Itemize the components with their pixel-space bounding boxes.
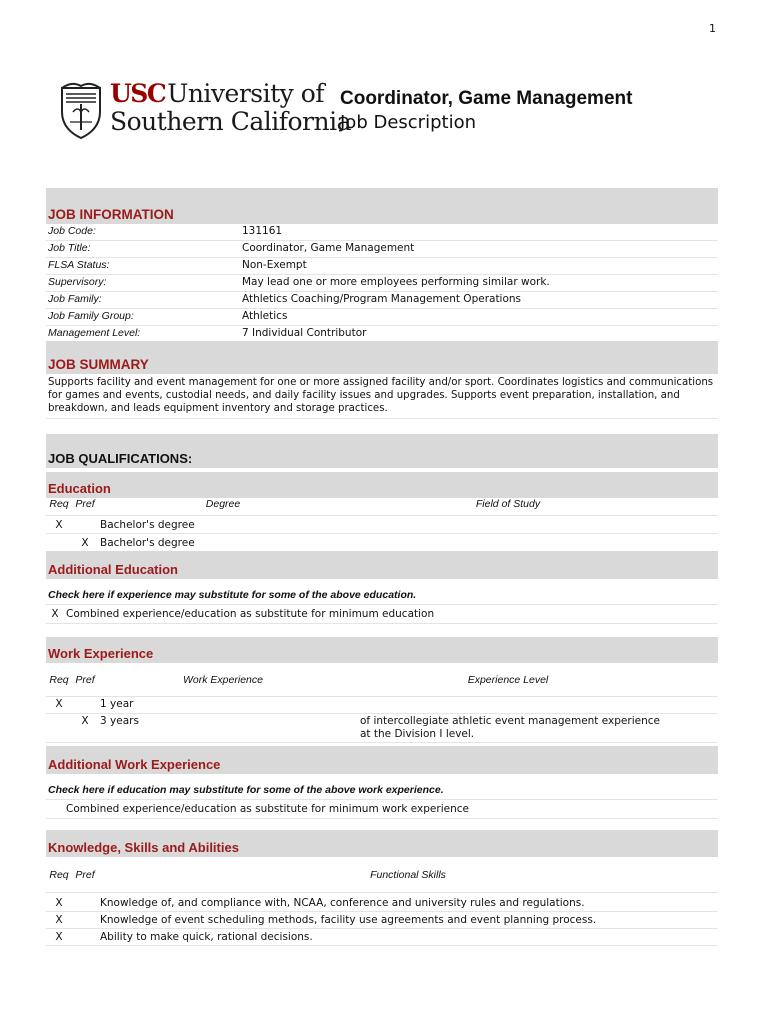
- education-field: [352, 541, 676, 545]
- education-row: [46, 516, 718, 534]
- job-info-label: FLSA Status:: [48, 259, 110, 271]
- education-column-headers: [46, 498, 718, 516]
- job-info-value: Coordinator, Game Management: [242, 242, 415, 254]
- col-req: Req: [49, 673, 69, 686]
- job-info-value: Athletics Coaching/Program Management Operations: [242, 293, 522, 305]
- additional-education-section: [46, 551, 718, 624]
- job-info-label: Job Family Group:: [48, 310, 134, 322]
- additional-education-heading: Additional Education: [46, 551, 718, 579]
- job-info-value: May lead one or more employees performing similar work.: [242, 276, 550, 288]
- ksa-row: [46, 912, 718, 929]
- job-summary-text: Supports facility and event management for one or more assigned facility and/or sport. Coordinates logistics and communications for games and events, custodial needs, and daily facility issues and upgrades. Supports event preparation, installation, and breakdown, and leads equipment inventory and storage practices.: [46, 374, 718, 419]
- job-information-section: [46, 188, 718, 343]
- education-req-mark: X: [55, 518, 63, 531]
- job-info-row: [46, 275, 718, 292]
- job-info-label: Management Level:: [48, 327, 141, 339]
- ksa-skill-text: Ability to make quick, rational decisions.: [100, 931, 313, 943]
- additional-work-experience-section: [46, 746, 718, 819]
- work-pref-mark: [72, 697, 98, 698]
- document-title: Coordinator, Game Management: [340, 88, 633, 109]
- education-row: [46, 534, 718, 552]
- job-info-row: [46, 258, 718, 275]
- col-req: Req: [49, 868, 69, 881]
- work-experience-heading: Work Experience: [46, 637, 718, 663]
- col-work-experience: Work Experience: [183, 673, 263, 686]
- job-information-heading: JOB INFORMATION: [46, 188, 718, 224]
- job-info-label: Job Family:: [48, 293, 102, 305]
- ksa-skill-text: Knowledge of event scheduling methods, facility use agreements and event planning process.: [100, 914, 597, 926]
- job-info-value: 7 Individual Contributor: [242, 327, 367, 339]
- work-req-mark: [46, 714, 72, 715]
- job-info-value: Non-Exempt: [242, 259, 307, 271]
- job-info-row: [46, 224, 718, 241]
- col-functional-skills: Functional Skills: [370, 868, 446, 881]
- col-pref: Pref: [75, 673, 95, 686]
- additional-work-experience-text: Combined experience/education as substitute for minimum work experience: [66, 803, 469, 815]
- col-req: Req: [49, 498, 69, 510]
- job-qualifications-section: [46, 434, 718, 468]
- work-pref-mark: X: [81, 715, 89, 727]
- work-experience-row: [46, 714, 718, 743]
- ksa-heading: Knowledge, Skills and Abilities: [46, 830, 718, 857]
- additional-education-row: [46, 605, 718, 624]
- col-degree: Degree: [205, 498, 241, 510]
- education-heading: Education: [46, 472, 718, 498]
- ksa-row: [46, 895, 718, 912]
- education-pref-mark: X: [81, 536, 89, 549]
- work-experience-duration: 3 years: [100, 715, 139, 727]
- work-experience-level: of intercollegiate athletic event management experience at the Division I level.: [360, 715, 660, 740]
- additional-education-mark[interactable]: X: [51, 608, 59, 620]
- additional-education-text: Combined experience/education as substitute for minimum education: [66, 608, 435, 620]
- logo-university: University of: [167, 79, 325, 108]
- job-info-label: Job Title:: [48, 242, 91, 254]
- ksa-section: [46, 830, 718, 946]
- work-experience-level: [358, 697, 668, 699]
- job-info-value: Athletics: [242, 310, 288, 322]
- document-subtitle: Job Description: [340, 112, 476, 133]
- additional-work-experience-row: [46, 800, 718, 819]
- job-info-row: [46, 309, 718, 326]
- additional-education-note: Check here if experience may substitute for some of the above education.: [46, 579, 718, 605]
- col-experience-level: Experience Level: [467, 673, 549, 686]
- job-info-value: 131161: [242, 225, 283, 237]
- col-field-of-study: Field of Study: [475, 498, 541, 510]
- education-section: [46, 472, 718, 552]
- work-experience-duration: 1 year: [100, 698, 134, 710]
- job-qualifications-heading: JOB QUALIFICATIONS:: [46, 434, 718, 468]
- usc-logo: [110, 80, 351, 136]
- ksa-req-mark: X: [55, 897, 63, 909]
- ksa-column-headers: [46, 857, 718, 893]
- work-experience-section: [46, 637, 718, 743]
- col-pref: Pref: [75, 868, 95, 881]
- ksa-req-mark: X: [55, 931, 63, 943]
- job-info-row: [46, 241, 718, 258]
- ksa-req-mark: X: [55, 914, 63, 926]
- job-info-label: Supervisory:: [48, 276, 107, 288]
- page-number: 1: [709, 22, 716, 35]
- work-req-mark: X: [55, 698, 63, 710]
- document-header: [58, 80, 718, 142]
- logo-usc: USC: [110, 79, 166, 108]
- job-summary-heading: JOB SUMMARY: [46, 341, 718, 374]
- job-info-row: [46, 292, 718, 309]
- work-experience-row: [46, 697, 718, 714]
- additional-work-experience-heading: Additional Work Experience: [46, 746, 718, 774]
- col-pref: Pref: [75, 498, 95, 510]
- ksa-row: [46, 929, 718, 946]
- job-info-label: Job Code:: [48, 225, 96, 237]
- ksa-skill-text: Knowledge of, and compliance with, NCAA, conference and university rules and regulations.: [100, 897, 585, 909]
- education-degree: Bachelor's degree: [100, 518, 195, 531]
- education-field: [352, 523, 676, 527]
- education-degree: Bachelor's degree: [100, 536, 195, 549]
- usc-seal-icon: [58, 82, 104, 140]
- job-summary-section: [46, 341, 718, 419]
- additional-work-experience-note: Check here if education may substitute for some of the above work experience.: [46, 774, 718, 800]
- work-experience-column-headers: [46, 663, 718, 697]
- logo-southern-california: Southern California: [110, 107, 352, 136]
